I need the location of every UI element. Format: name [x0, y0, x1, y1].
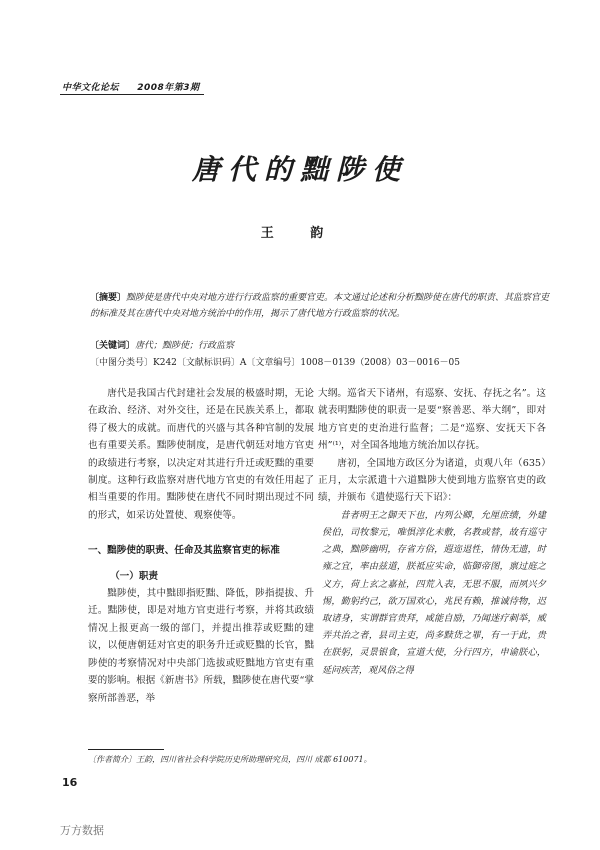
- abstract-label: 〔摘要〕: [90, 293, 127, 303]
- intro-paragraph: 唐代是我国古代封建社会发展的极盛时期，无论在政治、经济、对外交往，还是在民族关系上，都取得了极大的成就。而唐代的兴盛与其各种官制的发展也有重要关系。黜陟使制度，是唐代朝廷对地方官吏的政绩进行考察，以决定对其进行升迁或贬黜的重要制度。这种行政监察对唐代地方官吏的有效任用起了相当重要的作用。黜陟使在唐代不同时期出现过不同的形式，如采访处置使、观察使等。: [88, 388, 314, 521]
- header-rule: [60, 94, 204, 95]
- section-heading: 一、黜陟使的职责、任命及其监察官吏的标准: [88, 545, 280, 557]
- author-footnote: 〔作者简介〕王韵，四川省社会科学院历史所助理研究员，四川 成都 610071。: [88, 755, 372, 764]
- journal-issue: 2008年第3期: [137, 83, 200, 93]
- footnote-rule: [88, 749, 164, 750]
- keywords-text: 唐代；黜陟使；行政监察: [135, 341, 235, 351]
- section-paragraph: 黜陟使，其中黜即指贬黜、降低，陟指提拔、升迁。黜陟使，即是对地方官吏进行考察，并将其政绩情况上报更高一级的部门，并提出推荐或贬黜的建议，以便唐朝廷对官吏的职务升迁或贬黜的长官，黜陟使的考察情况对中央部门选拔或贬黜地方官吏有重要的影响。根据《新唐书》所载，黜陟使在唐代要“掌察所部善恶，举: [88, 588, 314, 704]
- classification-line: 〔中图分类号〕K242〔文献标识码〕A〔文章编号〕1008－0139（2008）03－0016－05: [90, 358, 460, 368]
- watermark: 万方数据: [60, 824, 104, 837]
- journal-name: 中华文化论坛: [62, 83, 120, 93]
- article-title: 唐代的黜陟使: [191, 153, 408, 186]
- abstract-text: 黜陟使是唐代中央对地方进行行政监察的重要官吏。本文通过论述和分析黜陟使在唐代的职责、其监察官吏的标准及其在唐代中央对地方统治中的作用，揭示了唐代地方行政监察的状况。: [90, 293, 550, 319]
- right-column: [318, 385, 546, 679]
- right-paragraph-2: 唐初，全国地方政区分为诸道，贞观八年（635）正月，太宗派遣十六道黜陟大使到地方监察官吏的政绩，并颁布《遣使巡行天下诏》：: [318, 457, 546, 504]
- keywords-label: 〔关键词〕: [90, 341, 136, 351]
- right-paragraph-1: 大纲。巡省天下诸州，有巡察、安抚、存抚之名”。这就表明黜陟使的职责一是要“察善恶、举大纲”，即对地方官吏的吏治进行监督；二是“巡察、安抚天下各州”⁽¹⁾，对全国各地地方统治加以存抚。: [318, 388, 546, 452]
- author-name: 王 韵: [260, 226, 340, 241]
- left-column: [88, 385, 314, 707]
- abstract: [90, 290, 550, 322]
- edict-quote: 昔者明王之御天下也，内列公卿，允厘庶绩，外建侯伯，司牧黎元，唯惧淳化未敷，名教或替，故有巡守之典，黜陟幽明，存省方俗，遐迩退性，情伪无遗，时雍之宜，率由兹道，朕祗应实命，临御帝图，禀过庭之义方，荷上玄之嘉祉，四荒入表，无思不服，而夙兴夕惕，勤躬约己，欲万国欢心，兆民有赖，推诚待物，迟取诸身，实谓群官贵拜，咸能自励，乃闻迷疗刺举，威弄共治之者，县司主吏，尚多黩货之罪，有一于此，贵在朕躬，灵景银食，宣道大使，分行四方，申谕朕心，延问疾苦，观风俗之得: [322, 509, 546, 676]
- sub-heading: （一）职责: [110, 570, 159, 582]
- journal-header: [62, 80, 200, 93]
- keywords: [90, 338, 550, 354]
- page-number: 16: [62, 776, 78, 789]
